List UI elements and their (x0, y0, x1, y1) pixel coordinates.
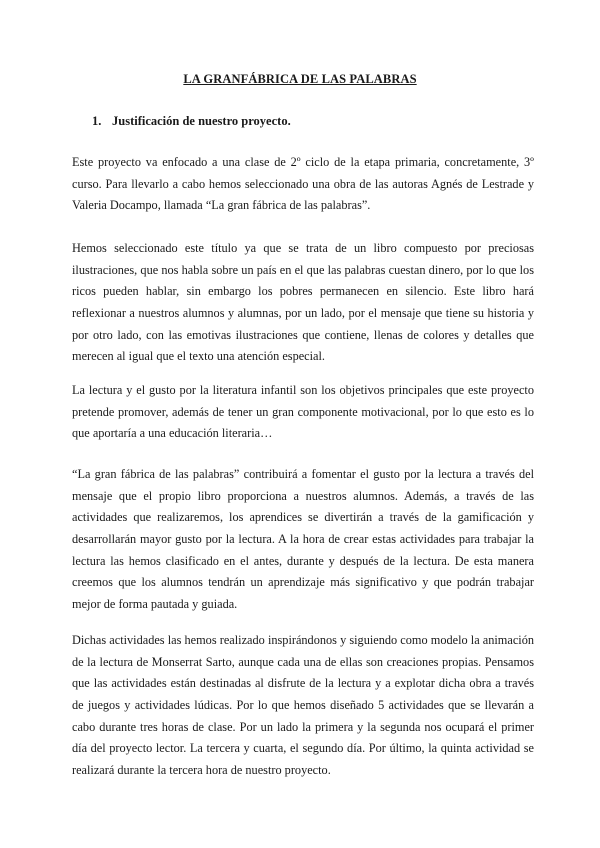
paragraph-3 (72, 380, 534, 445)
section-heading-text: Justificación de nuestro proyecto. (112, 114, 291, 128)
paragraph-line: realizará durante la tercera hora de nuestro proyecto. (72, 763, 331, 778)
paragraph-line: día del proyecto lector. La tercera y cuarta, el segundo día. Por último, la quinta actividad se (72, 741, 534, 756)
paragraph-2 (72, 238, 534, 368)
paragraph-line: Este proyecto va enfocado a una clase de 2º ciclo de la etapa primaria, concretamente, 3º (72, 155, 534, 169)
paragraph-line: creemos que los alumnos tendrán un aprendizaje más significativo y que podrán trabajar (72, 575, 534, 590)
paragraph-1 (72, 152, 534, 217)
paragraph-line: ricos pueden hablar, sin embargo los pobres permanecen en silencio. Este libro hará (72, 284, 534, 299)
paragraph-line: actividades que realizaremos, los aprendices se divertirán a través de la gamificación y (72, 510, 534, 525)
paragraph-line: mejor de forma pautada y guiada. (72, 597, 238, 612)
paragraph-line: merecen al igual que el texto una atención especial. (72, 349, 325, 364)
paragraph-line: Hemos seleccionado este título ya que se trata de un libro compuesto por preciosas (72, 241, 534, 255)
paragraph-line: de juegos y actividades lúdicas. Por lo que hemos diseñado 5 actividades que se llevarán a (72, 698, 534, 713)
section-heading (92, 114, 291, 129)
paragraph-line: Dichas actividades las hemos realizado inspirándonos y siguiendo como modelo la animación (72, 633, 534, 647)
paragraph-5 (72, 630, 534, 782)
paragraph-line: Valeria Docampo, llamada “La gran fábrica de las palabras”. (72, 198, 371, 213)
paragraph-line: mensaje que el propio libro proporciona a nuestros alumnos. Además, a través de las (72, 488, 534, 503)
paragraph-line: pretende promover, además de tener un gran componente motivacional, por lo que esto es lo (72, 404, 534, 419)
paragraph-line: La lectura y el gusto por la literatura infantil son los objetivos principales que este proyecto (72, 383, 534, 397)
document-title: LA GRANFÁBRICA DE LAS PALABRAS (183, 72, 417, 86)
paragraph-line: curso. Para llevarlo a cabo hemos seleccionado una obra de las autoras Agnés de Lestrade y (72, 176, 534, 191)
section-number: 1. (92, 114, 102, 128)
paragraph-line: ilustraciones, que nos habla sobre un país en el que las palabras cuestan dinero, por lo que los (72, 262, 534, 277)
paragraph-line: por otro lado, con las emotivas ilustraciones que contiene, llenas de colores y detalles que (72, 327, 534, 342)
paragraph-line: que las actividades están destinadas al disfrute de la lectura y a explotar dicha obra a través (72, 676, 534, 691)
paragraph-line: cabo durante tres horas de clase. Por un lado la primera y la segunda nos ocupará el primer (72, 719, 534, 734)
paragraph-line: que aportaría a una educación literaria… (72, 426, 273, 441)
paragraph-line: “La gran fábrica de las palabras” contribuirá a fomentar el gusto por la lectura a través del (72, 467, 534, 481)
paragraph-line: de la lectura de Monserrat Sarto, aunque cada una de ellas son creaciones propias. Pensamos (72, 654, 534, 669)
paragraph-line: reflexionar a nuestros alumnos y alumnas, por un lado, por el mensaje que tiene su historia y (72, 306, 534, 321)
paragraph-line: lectura las hemos clasificado en el antes, durante y después de la lectura. De esta manera (72, 553, 534, 568)
paragraph-line: desarrollarán mayor gusto por la lectura. A la hora de crear estas actividades para trabajar la (72, 532, 534, 547)
paragraph-4 (72, 464, 534, 616)
